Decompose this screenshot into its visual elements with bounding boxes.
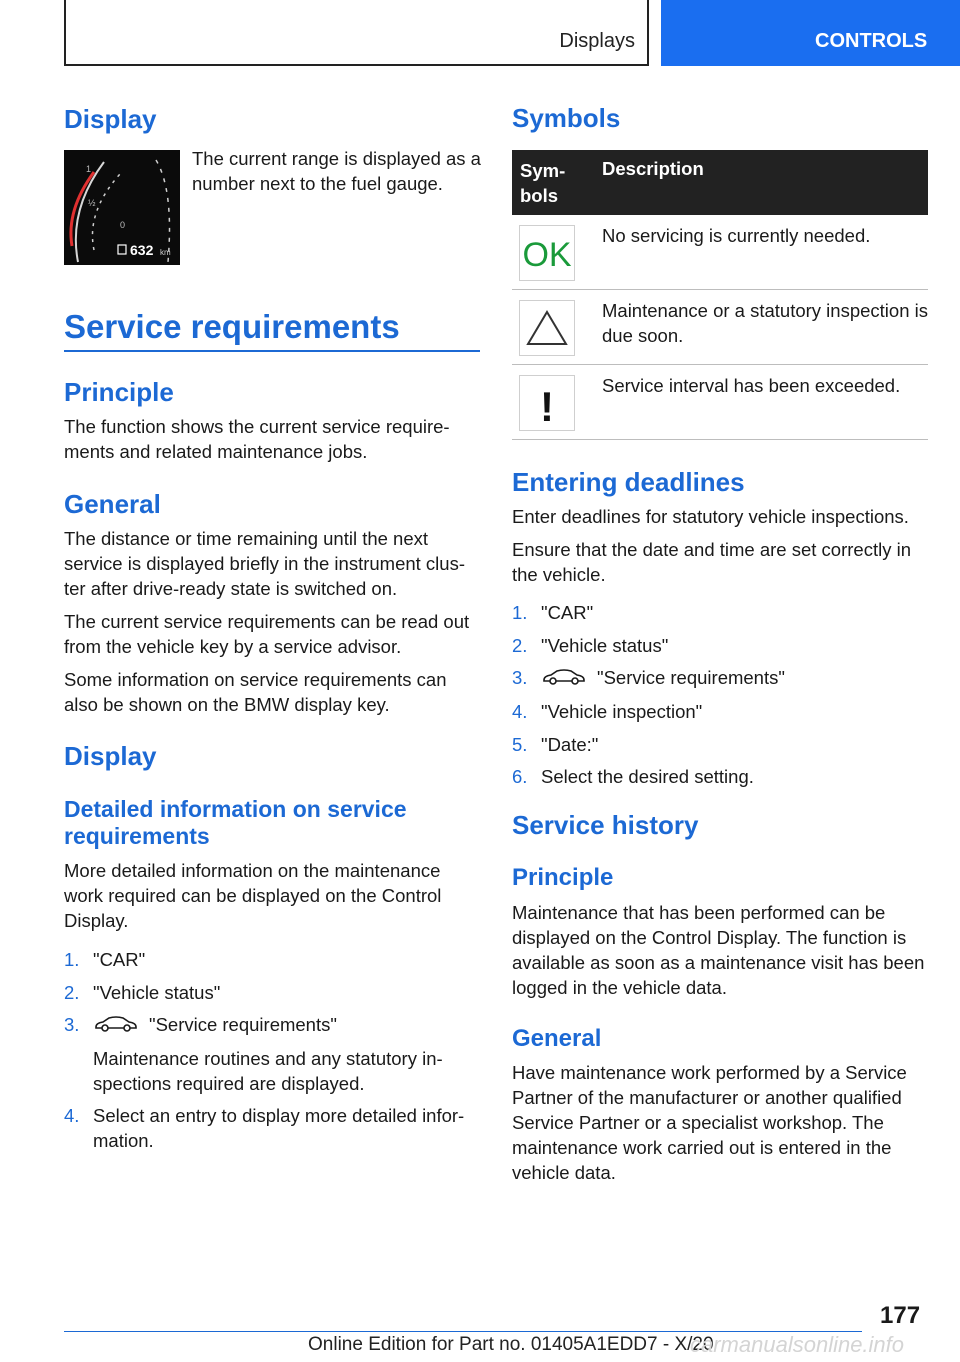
- step-number: 2.: [512, 634, 528, 656]
- ok-icon: [519, 225, 575, 281]
- warning-triangle-icon: [519, 300, 575, 356]
- ok-symbol-text: OK: [522, 236, 572, 274]
- symbols-table: [512, 150, 928, 440]
- display-section-heading: Display: [64, 741, 157, 771]
- detailed-info-text: More detailed information on the maintenance work required can be displayed on the Control Display.: [64, 860, 442, 931]
- general-paragraph-2: The current service requirements can be read out from the vehicle key by a service advisor.: [64, 611, 470, 657]
- step-number: 2.: [64, 981, 80, 1003]
- service-requirements-title: Service requirements: [64, 308, 400, 345]
- step-text: Select the desired setting.: [541, 766, 754, 788]
- table-row: [512, 215, 928, 290]
- header-chapter-label: CONTROLS: [815, 30, 928, 52]
- table-cell-description: Maintenance or a statutory inspection is due soon.: [602, 300, 928, 346]
- gauge-range-unit: km: [160, 248, 171, 257]
- fuel-gauge-image: [64, 150, 180, 265]
- list-item: [512, 633, 932, 658]
- deadlines-paragraph-1: Enter deadlines for statutory vehicle inspections.: [512, 506, 909, 527]
- step-number: 1.: [512, 602, 528, 623]
- left-steps-list: [64, 947, 484, 1161]
- symbols-heading: Symbols: [512, 103, 621, 133]
- step-subtext: Maintenance routines and any statutory in‐spections required are displayed.: [93, 1047, 443, 1094]
- car-icon: [93, 1014, 139, 1039]
- history-principle-heading: Principle: [512, 864, 614, 891]
- step-text: "Vehicle status": [541, 634, 669, 656]
- table-header-symbols: Sym‐bols: [520, 160, 566, 206]
- history-general-heading: General: [512, 1025, 602, 1052]
- principle-text: The function shows the current service require‐ments and related maintenance jobs.: [64, 416, 450, 462]
- gauge-tick-half: ½: [88, 198, 96, 208]
- table-row: [512, 290, 928, 365]
- table-cell-description: No servicing is currently needed.: [602, 225, 871, 246]
- exclamation-icon: [519, 375, 575, 431]
- header-section-label: Displays: [559, 30, 635, 52]
- page-number: 177: [880, 1302, 921, 1329]
- step-text: Select an entry to display more detailed infor‐mation.: [93, 1105, 465, 1152]
- step-text: "Date:": [541, 733, 599, 755]
- table-cell-description: Service interval has been exceeded.: [602, 375, 901, 396]
- header-chapter-tab: [661, 0, 960, 66]
- table-row: [512, 365, 928, 440]
- step-text: "CAR": [93, 949, 146, 970]
- list-item: [512, 732, 932, 757]
- gauge-tick-zero: 0: [120, 220, 126, 230]
- general-heading: General: [64, 489, 161, 519]
- right-steps-list: [512, 600, 932, 797]
- general-paragraph-3: Some information on service requirements can also be shown on the BMW display key.: [64, 669, 447, 715]
- table-header-description: Description: [602, 158, 704, 179]
- step-number: 1.: [64, 949, 80, 970]
- service-history-heading: Service history: [512, 810, 699, 840]
- header-section-tab: [64, 0, 649, 66]
- history-principle-text: Maintenance that has been performed can be displayed on the Control Display. The function is available as soon as a maintenance visit has been logged in the vehicle data.: [512, 902, 925, 998]
- step-number: 6.: [512, 766, 528, 788]
- list-item: [512, 665, 932, 692]
- display-heading: Display: [64, 104, 157, 134]
- car-icon: [541, 667, 587, 692]
- display-text: The current range is displayed as a number next to the fuel gauge.: [192, 148, 481, 194]
- principle-heading: Principle: [64, 377, 174, 407]
- gauge-tick-top: 1: [86, 164, 92, 174]
- table-header: [512, 150, 928, 215]
- list-item: [64, 947, 484, 972]
- step-number: 4.: [64, 1105, 80, 1127]
- gauge-range-value: 632: [130, 242, 154, 258]
- list-item: [512, 699, 932, 724]
- edition-text: Online Edition for Part no. 01405A1EDD7 - X/20: [308, 1334, 714, 1355]
- detailed-info-heading: Detailed information on service requirements: [64, 796, 407, 849]
- step-text: "CAR": [541, 602, 594, 623]
- title-rule: [64, 350, 480, 352]
- fuel-pump-icon: [118, 245, 126, 254]
- step-text: "Service requirements": [149, 1014, 337, 1035]
- history-general-text: Have maintenance work performed by a Service Partner of the manufacturer or another qualified Service Partner or a specialist workshop. The maintenance work carried out is entered in the vehicle data.: [512, 1062, 907, 1183]
- step-number: 3.: [512, 667, 528, 688]
- step-text: "Vehicle inspection": [541, 701, 703, 723]
- deadlines-paragraph-2: Ensure that the date and time are set correctly in the vehicle.: [512, 539, 911, 585]
- list-item: [512, 600, 932, 625]
- list-item: [64, 1012, 484, 1096]
- step-text: "Vehicle status": [93, 981, 221, 1003]
- entering-deadlines-heading: Entering deadlines: [512, 467, 745, 497]
- exclamation-symbol-text: !: [540, 383, 554, 430]
- list-item: [64, 980, 484, 1005]
- list-item: [512, 764, 932, 789]
- step-text: "Service requirements": [597, 667, 785, 688]
- step-number: 3.: [64, 1014, 80, 1035]
- general-paragraph-1: The distance or time remaining until the next service is displayed briefly in the instrument clus‐ter after drive-ready state is switched on.: [64, 528, 465, 599]
- watermark: carmanualsonline.info: [690, 1332, 905, 1357]
- step-number: 5.: [512, 733, 528, 755]
- list-item: [64, 1103, 484, 1153]
- step-number: 4.: [512, 701, 528, 723]
